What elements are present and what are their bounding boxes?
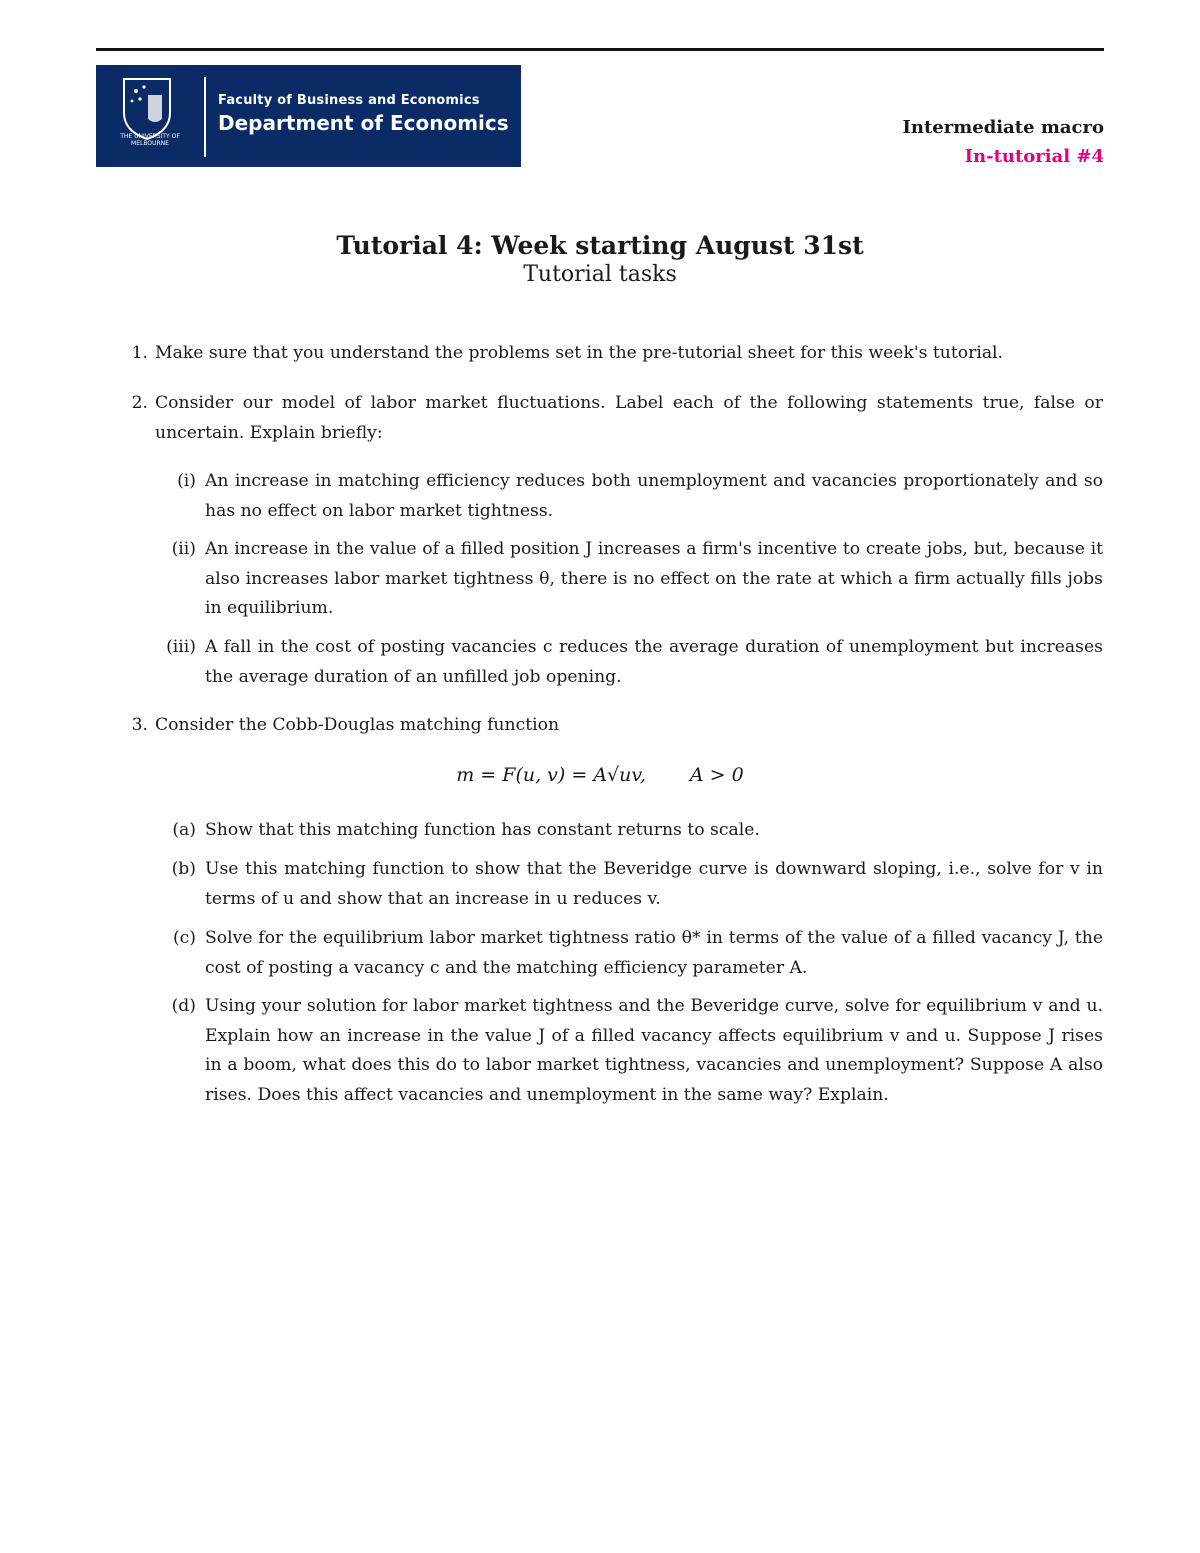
item-number: (iii): [166, 637, 196, 657]
question-text: Make sure that you understand the problems set in the pre-tutorial sheet for this week's tutorial.: [155, 343, 1004, 363]
item-number: (c): [172, 928, 196, 948]
logo-divider: [204, 77, 206, 157]
equation-main: m = F(u, v) = A√uv,: [456, 764, 646, 786]
equation-condition: A > 0: [689, 764, 744, 786]
question-number: 3.: [131, 715, 148, 735]
item-number: (ii): [171, 539, 196, 559]
item-number: (i): [177, 471, 196, 491]
question-number: 2.: [131, 393, 148, 413]
item-text: An increase in matching efficiency reduces both unemployment and vacancies proportionately and so has no effect on labor market tightness.: [205, 471, 1103, 521]
item-text: Use this matching function to show that the Beveridge curve is downward sloping, i.e., solve for v in terms of u and show that an increase in u reduces v.: [205, 859, 1103, 909]
top-rule: [96, 48, 1104, 51]
item-text: Using your solution for labor market tightness and the Beveridge curve, solve for equilibrium v and u. Explain how an increase in the value J of a filled vacancy affects equilibrium v and u. Suppose J rises in a boom, what does this do to labor market tightness, vacancies and unemployment? Suppose A also rises. Does this affect vacancies and unemployment in the same way? Explain.: [205, 996, 1103, 1105]
course-name: Intermediate macro: [902, 117, 1104, 138]
item-number: (a): [172, 820, 196, 840]
university-name: THE UNIVERSITY OF MELBOURNE: [120, 133, 180, 147]
item-text: Solve for the equilibrium labor market tightness ratio θ* in terms of the value of a filled vacancy J, the cost of posting a vacancy c and the matching efficiency parameter A.: [205, 928, 1103, 978]
university-logo: [96, 65, 521, 167]
page-title: Tutorial 4: Week starting August 31st: [336, 231, 864, 260]
logo-department: Department of Economics: [218, 111, 509, 135]
item-text: A fall in the cost of posting vacancies c reduces the average duration of unemployment but increases the average duration of an unfilled job opening.: [205, 637, 1103, 687]
question-text: Consider our model of labor market fluctuations. Label each of the following statements true, false or uncertain. Explain briefly:: [155, 393, 1103, 443]
tutorial-label: In-tutorial #4: [964, 146, 1104, 167]
item-number: (b): [171, 859, 196, 879]
question-number: 1.: [131, 343, 148, 363]
page-subtitle: Tutorial tasks: [523, 262, 677, 287]
logo-faculty: Faculty of Business and Economics: [218, 93, 480, 108]
question-text: Consider the Cobb-Douglas matching function: [155, 715, 560, 735]
item-number: (d): [171, 996, 196, 1016]
matching-equation: [0, 764, 1200, 786]
item-text: Show that this matching function has constant returns to scale.: [205, 820, 760, 840]
item-text: An increase in the value of a filled position J increases a firm's incentive to create jobs, but, because it also increases labor market tightness θ, there is no effect on the rate at which a firm actually fills jobs in equilibrium.: [205, 539, 1103, 618]
